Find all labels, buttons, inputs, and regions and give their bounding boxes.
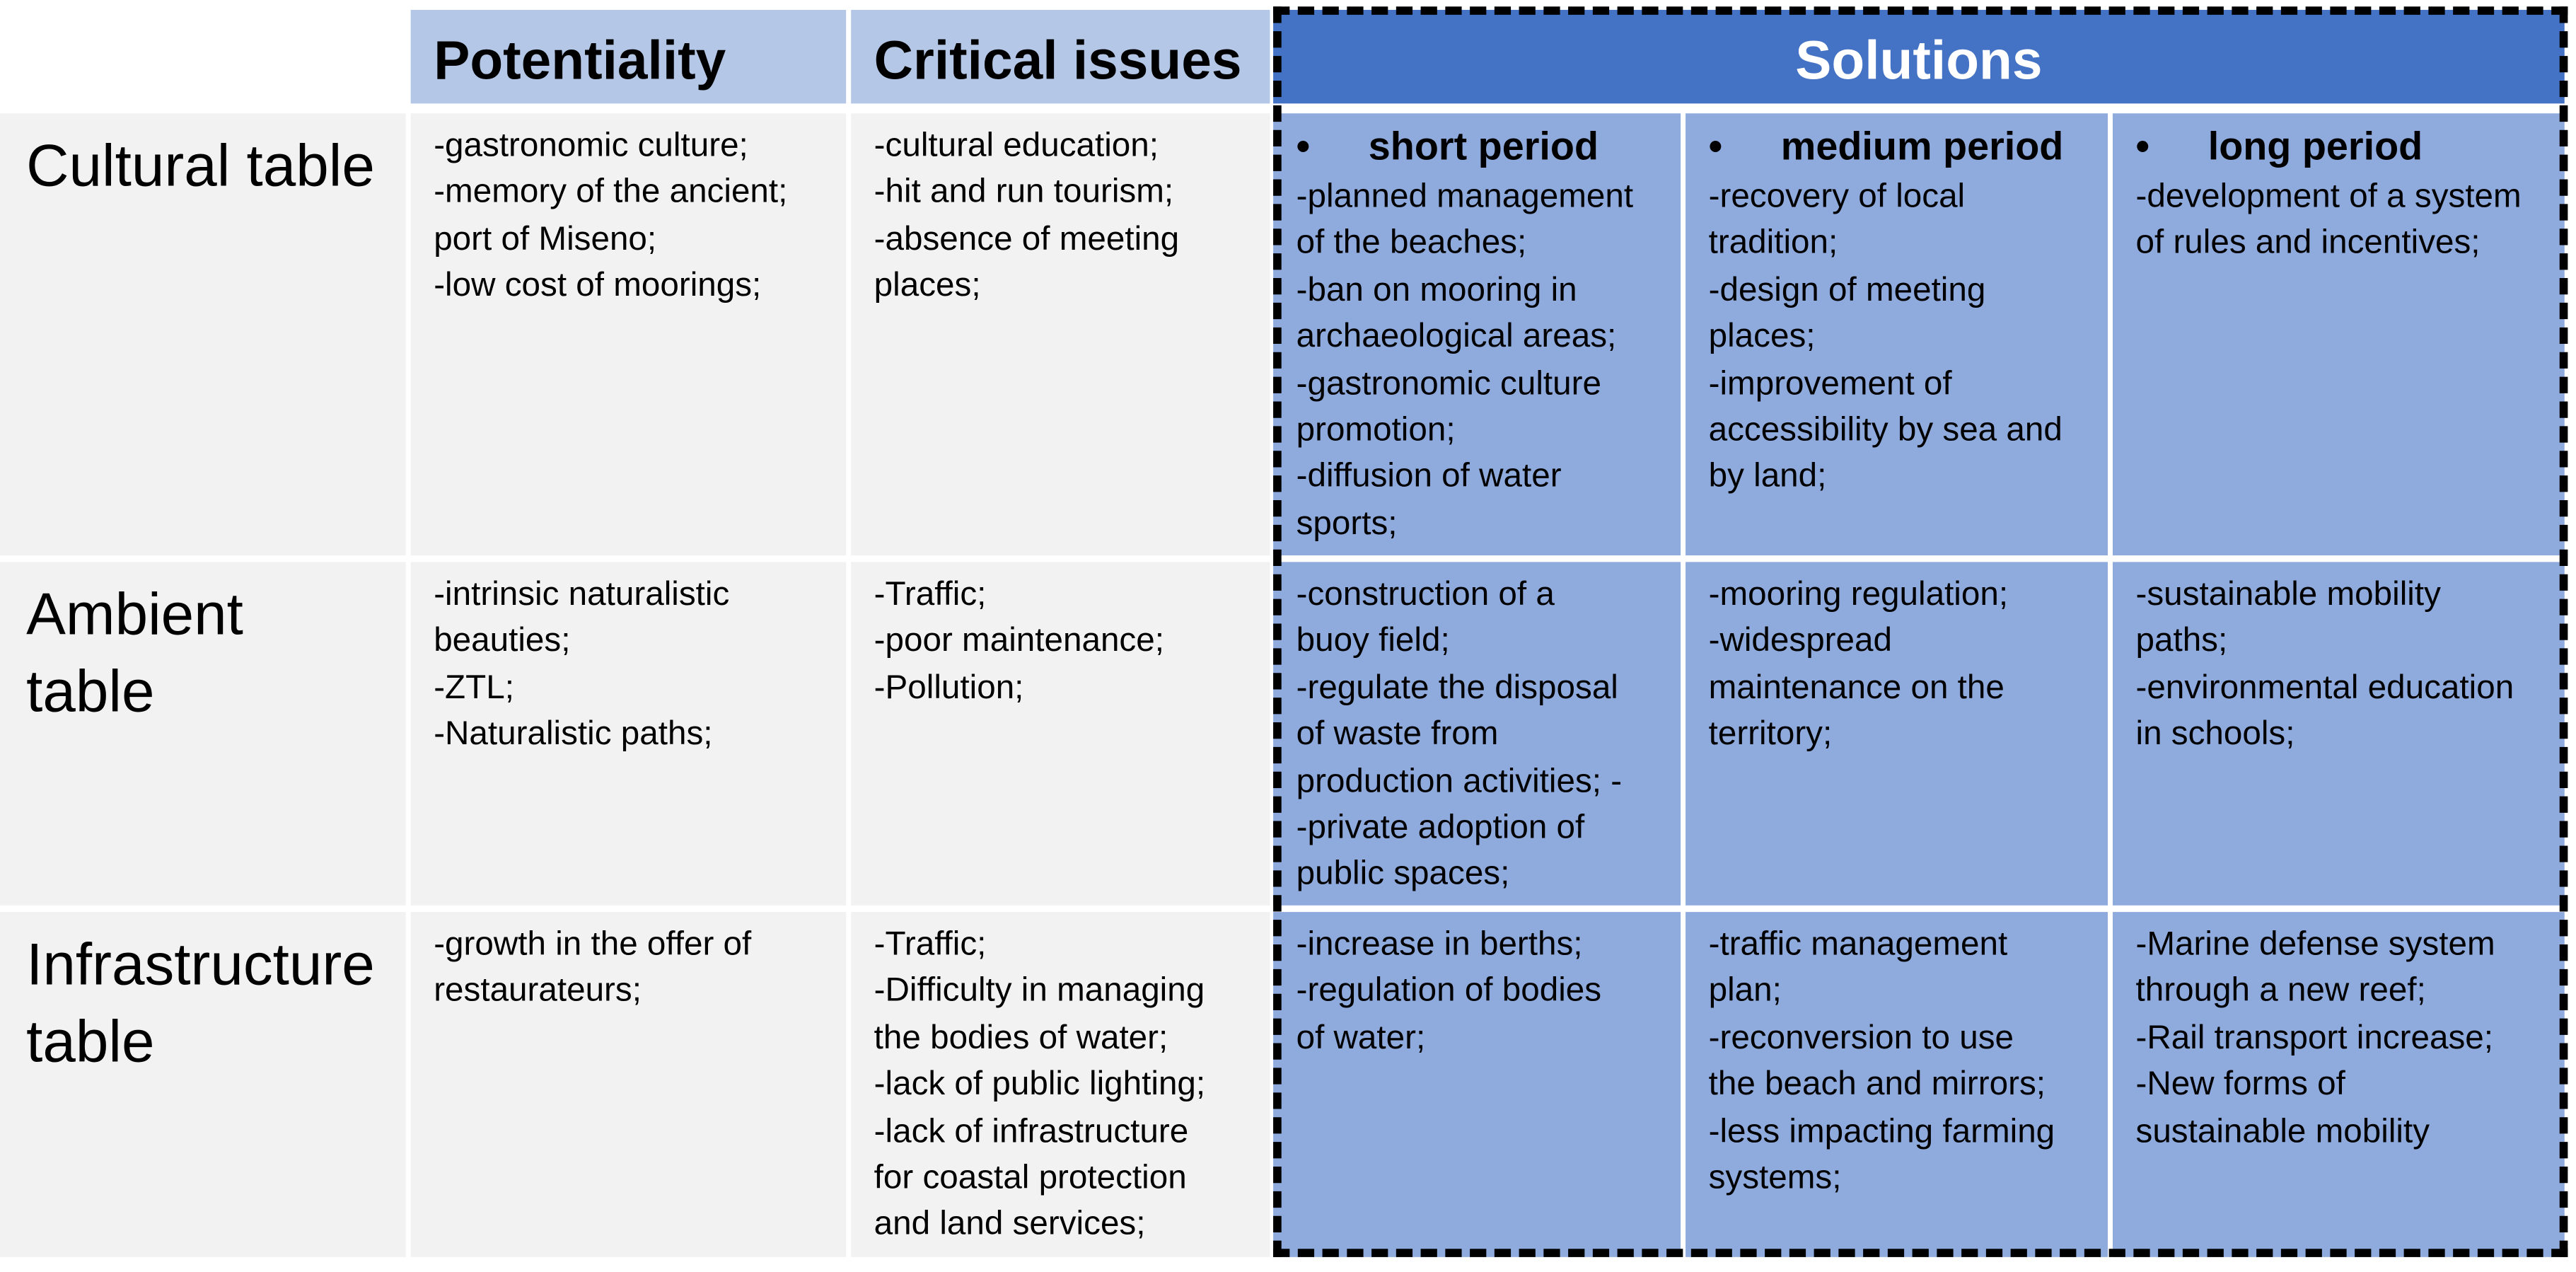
bullet-icon: • (2135, 125, 2150, 170)
cell-line: -widespread (1708, 621, 1892, 660)
cell-line: -construction of a (1296, 574, 1555, 613)
cell-line: production activities; - (1296, 761, 1623, 800)
cell-line: -increase in berths; (1296, 925, 1583, 964)
cell-line: table (26, 657, 155, 725)
cell-line: -environmental education (2135, 668, 2514, 707)
cell-line: -absence of meeting (874, 219, 1180, 258)
row-label-ambient (0, 562, 406, 905)
cell-ambient-critical (851, 562, 1270, 905)
subheader-medium-period: • medium period (1709, 123, 2095, 173)
cell-line: Ambient (26, 579, 243, 648)
header-potentiality: Potentiality (411, 10, 847, 103)
cell-infrastructure-medium (1686, 912, 2108, 1257)
cell-line: of the beaches; (1296, 224, 1527, 262)
cell-line: of waste from (1296, 715, 1499, 753)
cell-infrastructure-critical (851, 912, 1270, 1257)
row-label-infrastructure (0, 912, 406, 1257)
cell-line: -ban on mooring in (1296, 270, 1577, 309)
cell-line: -private adoption of (1296, 808, 1585, 847)
cell-line: systems; (1708, 1158, 1842, 1196)
cell-line: -Difficulty in managing (874, 971, 1205, 1010)
cell-line: public spaces; (1296, 855, 1510, 894)
cell-cultural-medium (1686, 113, 2108, 555)
cell-line: -planned management (1296, 177, 1634, 216)
cell-line: restaurateurs; (434, 971, 642, 1010)
subheader-short-period: • short period (1296, 123, 1668, 173)
cell-line: accessibility by sea and (1708, 410, 2062, 449)
cell-line: maintenance on the (1708, 668, 2004, 707)
cell-line: -Traffic; (874, 925, 987, 964)
cell-line: and land services; (874, 1205, 1146, 1243)
cell-line: buoy field; (1296, 621, 1450, 660)
cell-line: -Naturalistic paths; (434, 715, 713, 753)
cell-line: plan; (1708, 971, 1782, 1010)
cell-line: tradition; (1708, 224, 1838, 262)
cell-line: Infrastructure (26, 930, 375, 998)
cell-line: -sustainable mobility (2135, 574, 2441, 613)
cell-line: places; (874, 266, 981, 305)
cell-line: promotion; (1296, 410, 1456, 449)
cell-line: -low cost of moorings; (434, 266, 762, 305)
subheader-long-period: • long period (2136, 123, 2552, 173)
cell-line: -memory of the ancient; (434, 173, 788, 212)
cell-line: -improvement of (1708, 364, 1952, 403)
cell-line: -design of meeting (1708, 270, 1986, 309)
cell-line: -Rail transport increase; (2135, 1018, 2493, 1057)
cell-cultural-long (2113, 113, 2565, 555)
cell-cultural-potentiality (411, 113, 847, 555)
bullet-icon: • (1708, 125, 1723, 170)
cell-line: sustainable mobility (2135, 1111, 2430, 1150)
cell-line: sports; (1296, 504, 1398, 543)
cell-line: by land; (1708, 457, 1827, 496)
header-critical-issues: Critical issues (851, 10, 1270, 103)
cell-line: -growth in the offer of (434, 925, 752, 964)
bullet-icon: • (1296, 125, 1311, 170)
cell-line: -traffic management (1708, 925, 2008, 964)
cell-line: -Pollution; (874, 668, 1024, 707)
cell-content (2136, 174, 2552, 267)
cell-line: -Traffic; (874, 574, 987, 613)
cell-line: -lack of public lighting; (874, 1065, 1206, 1104)
cell-line: -development of a system (2135, 177, 2522, 216)
cell-infrastructure-potentiality (411, 912, 847, 1257)
cell-line: the bodies of water; (874, 1018, 1168, 1057)
cell-line: -less impacting farming (1708, 1111, 2055, 1150)
cell-ambient-long (2113, 562, 2565, 905)
cell-line: of rules and incentives; (2135, 224, 2481, 262)
cell-line: -regulate the disposal (1296, 668, 1618, 707)
cell-line: through a new reef; (2135, 971, 2426, 1010)
cell-line: places; (1708, 317, 1816, 356)
cell-line: -recovery of local (1708, 177, 1966, 216)
cell-line: -poor maintenance; (874, 621, 1164, 660)
cell-ambient-short (1273, 562, 1681, 905)
cell-content (1296, 174, 1668, 548)
cell-line: -intrinsic naturalistic (434, 574, 730, 613)
cell-line: -reconversion to use (1708, 1018, 2014, 1057)
row-label-cultural (0, 113, 406, 555)
cell-infrastructure-short (1273, 912, 1681, 1257)
cell-line: of water; (1296, 1018, 1426, 1057)
cell-line: -gastronomic culture (1296, 364, 1601, 403)
cell-line: -lack of infrastructure (874, 1111, 1189, 1150)
cell-line: in schools; (2135, 715, 2295, 753)
cell-line: -gastronomic culture; (434, 126, 748, 165)
cell-line: -mooring regulation; (1708, 574, 2009, 613)
cell-line: Cultural table (26, 131, 375, 200)
cell-infrastructure-long (2113, 912, 2565, 1257)
cell-cultural-short (1273, 113, 1681, 555)
cell-ambient-medium (1686, 562, 2108, 905)
cell-line: territory; (1708, 715, 1833, 753)
cell-cultural-critical (851, 113, 1270, 555)
cell-line: archaeological areas; (1296, 317, 1617, 356)
cell-content (1709, 174, 2095, 501)
cell-line: port of Miseno; (434, 219, 657, 258)
cell-line: -Marine defense system (2135, 925, 2495, 964)
cell-line: -ZTL; (434, 668, 514, 707)
header-solutions: Solutions (1273, 10, 2565, 103)
cell-line: the beach and mirrors; (1708, 1065, 2046, 1104)
cell-line: -cultural education; (874, 126, 1159, 165)
cell-line: -hit and run tourism; (874, 173, 1174, 212)
cell-line: -regulation of bodies (1296, 971, 1602, 1010)
cell-line: beauties; (434, 621, 571, 660)
cell-line: for coastal protection (874, 1158, 1187, 1196)
cell-line: -New forms of (2135, 1065, 2345, 1104)
cell-line: paths; (2135, 621, 2228, 660)
cell-line: -diffusion of water (1296, 457, 1562, 496)
cell-line: table (26, 1007, 155, 1075)
cell-ambient-potentiality (411, 562, 847, 905)
